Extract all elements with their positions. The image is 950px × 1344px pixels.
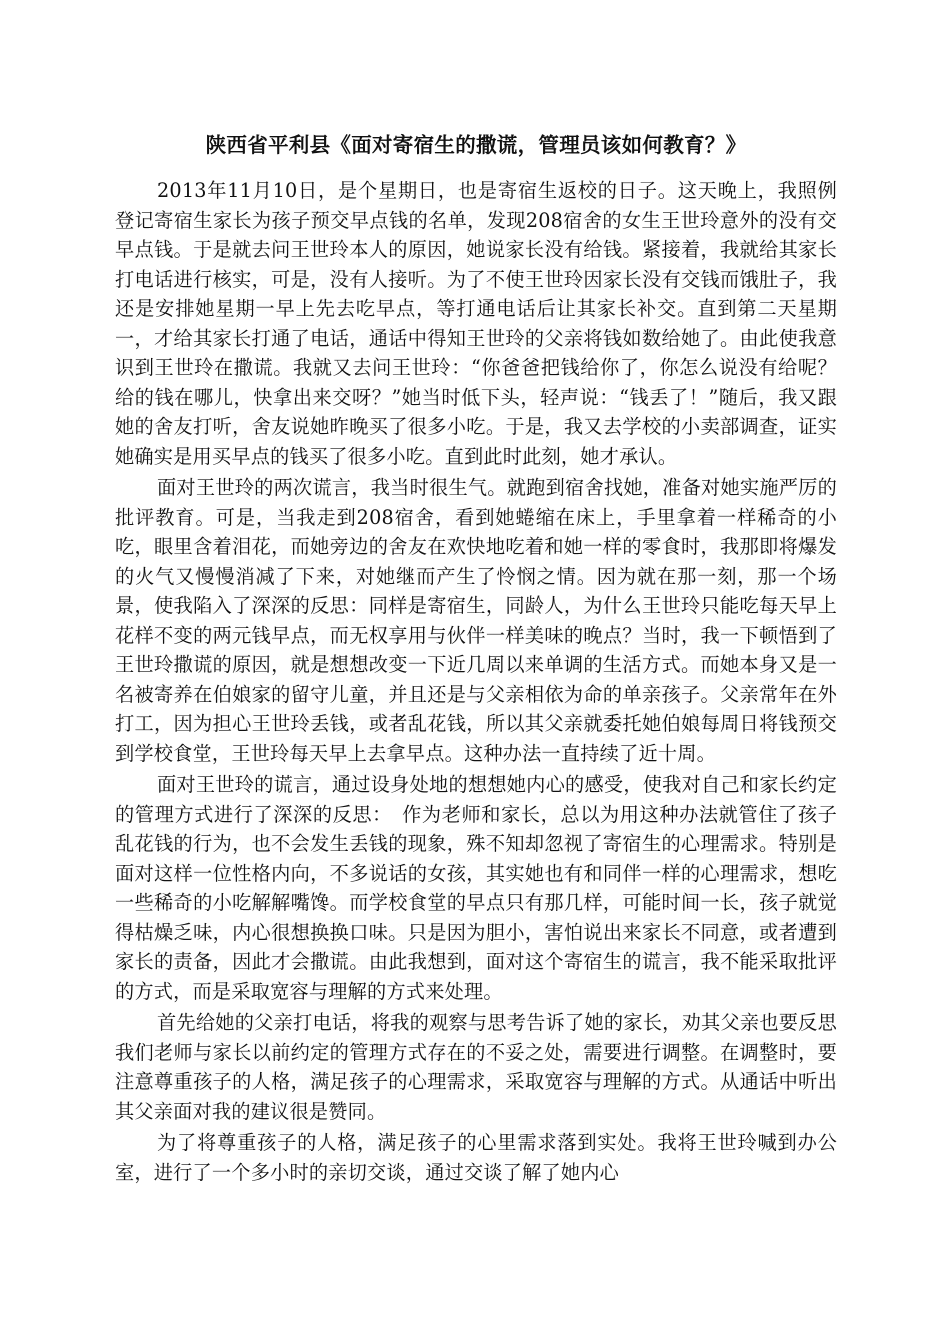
document-title: 陕西省平利县《面对寄宿生的撒谎，管理员该如何教育？》 <box>205 133 747 157</box>
paragraph-3: 面对王世玲的谎言，通过设身处地的想想她内心的感受，使我对自己和家长约定的管理方式进行了深深的反思： 作为老师和家长，总以为用这种办法就管住了孩子乱花钱的行为，也不会发生丢钱的现象，殊不知却忽视了寄宿生的心理需求。特别是面对这样一位性格内向，不多说话的女孩，其实她也有和同伴一样的心理需求，想吃一些稀奇的小吃解解嘴馋。而学校食堂的早点只有那几样，可能时间一长，孩子就觉得枯燥乏味，内心很想换换口味。只是因为胆小，害怕说出来家长不同意，或者遭到家长的责备，因此才会撒谎。由此我想到，面对这个寄宿生的谎言，我不能采取批评的方式，而是采取宽容与理解的方式来处理。 <box>115 773 837 1003</box>
paragraph-5: 为了将尊重孩子的人格，满足孩子的心里需求落到实处。我将王世玲喊到办公室，进行了一个多小时的亲切交谈，通过交谈了解了她内心 <box>115 1131 837 1184</box>
paragraph-4: 首先给她的父亲打电话，将我的观察与思考告诉了她的家长，劝其父亲也要反思我们老师与家长以前约定的管理方式存在的不妥之处，需要进行调整。在调整时，要注意尊重孩子的人格，满足孩子的心理需求，采取宽容与理解的方式。从通话中听出其父亲面对我的建议很是赞同。 <box>115 1011 837 1123</box>
paragraph-2: 面对王世玲的两次谎言，我当时很生气。就跑到宿舍找她，准备对她实施严厉的批评教育。可是，当我走到208宿舍，看到她蜷缩在床上，手里拿着一样稀奇的小吃，眼里含着泪花，而她旁边的舍友在欢快地吃着和她一样的零食时，我那即将爆发的火气又慢慢消减了下来，对她继而产生了怜悯之情。因为就在那一刻，那一个场景，使我陷入了深深的反思：同样是寄宿生，同龄人，为什么王世玲只能吃每天早上花样不变的两元钱早点，而无权享用与伙伴一样美味的晚点？当时，我一下顿悟到了王世玲撒谎的原因，就是想想改变一下近几周以来单调的生活方式。而她本身又是一名被寄养在伯娘家的留守儿童，并且还是与父亲相依为命的单亲孩子。父亲常年在外打工，因为担心王世玲丢钱，或者乱花钱，所以其父亲就委托她伯娘每周日将钱预交到学校食堂，王世玲每天早上去拿早点。这种办法一直持续了近十周。 <box>115 476 837 765</box>
document-page <box>115 128 837 1187</box>
paragraph-1: 2013年11月10日，是个星期日，也是寄宿生返校的日子。这天晚上，我照例登记寄宿生家长为孩子预交早点钱的名单，发现208宿舍的女生王世玲意外的没有交早点钱。于是就去问王世玲本人的原因，她说家长没有给钱。紧接着，我就给其家长打电话进行核实，可是，没有人接听。为了不使王世玲因家长没有交钱而饿肚子，我还是安排她星期一早上先去吃早点，等打通电话后让其家长补交。直到第二天星期一，才给其家长打通了电话，通话中得知王世玲的父亲将钱如数给她了。由此使我意识到王世玲在撒谎。我就又去问王世玲：“你爸爸把钱给你了，你怎么说没有给呢？给的钱在哪儿，快拿出来交呀？”她当时低下头，轻声说：“钱丢了！”随后，我又跟她的舍友打听，舍友说她昨晚买了很多小吃。于是，我又去学校的小卖部调查，证实她确实是用买早点的钱买了很多小吃。直到此时此刻，她才承认。 <box>115 179 837 468</box>
